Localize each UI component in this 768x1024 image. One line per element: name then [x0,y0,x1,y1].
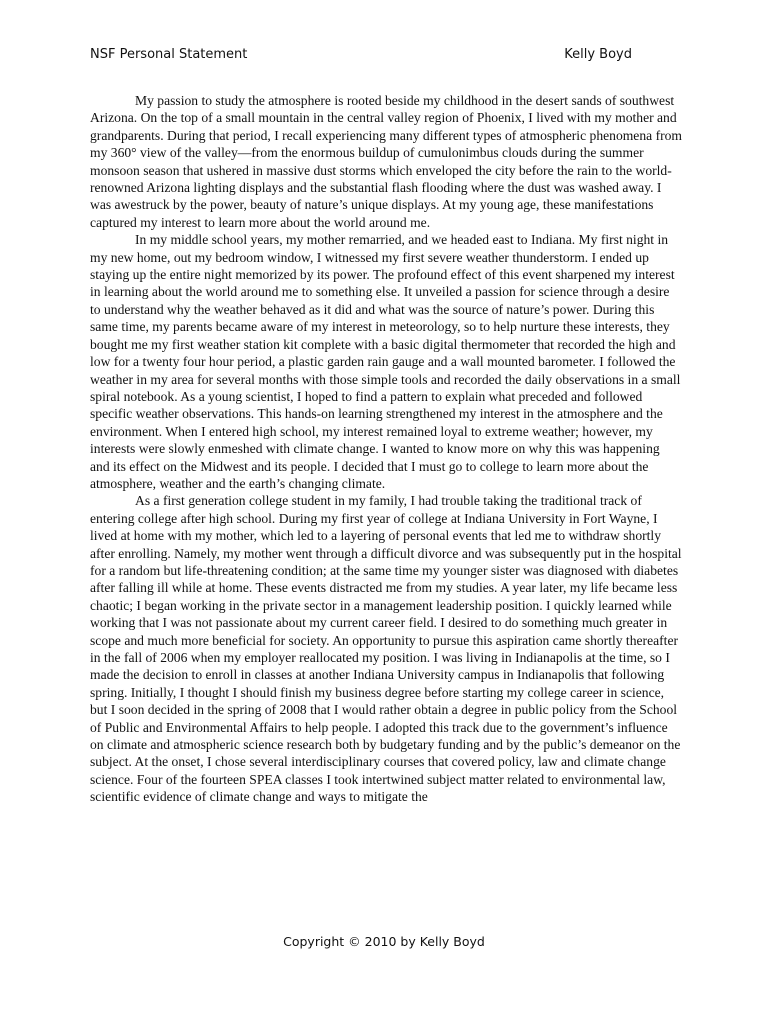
paragraph: In my middle school years, my mother remarried, and we headed east to Indiana. My first night in my new home, out my bedroom window, I witnessed my first severe weather thunderstorm. I ended up staying up the entire night memorized by its power. The profound effect of this event sharpened my interest in learning about the world around me to something else. It unveiled a passion for science through a desire to understand why the weather behaved as it did and what was the source of nature’s power. During this same time, my parents became aware of my interest in meteorology, so to help nurture these interests, they bought me my first weather station kit complete with a basic digital thermometer that recorded the high and low for a twenty four hour period, a plastic garden rain gauge and a wall mounted barometer. I followed the weather in my area for several months with those simple tools and recorded the daily observations in a small spiral notebook. As a young scientist, I hoped to find a pattern to explain what preceded and followed specific weather observations. This hands-on learning strengthened my interest in the atmosphere and the environment. When I entered high school, my interest remained loyal to extreme weather; however, my interests were slowly enmeshed with climate change. I wanted to know more on why this was happening and its effect on the Midwest and its people. I decided that I must go to college to learn more about the atmosphere, weather and the earth’s changing climate. [90,232,681,491]
paragraph: As a first generation college student in my family, I had trouble taking the traditional track of entering college after high school. During my first year of college at Indiana University in Fort Wayne, I lived at home with my mother, which led to a layering of personal events that led me to withdraw shortly after enrolling. Namely, my mother went through a difficult divorce and was subsequently put in the hospital for a random but life-threatening condition; at the same time my younger sister was diagnosed with diabetes after falling ill while at home. These events distracted me from my studies. A year later, my life became less chaotic; I began working in the private sector in a management leadership position. I quickly learned while working that I was not passionate about my current career field. I desired to do something much greater in scope and much more beneficial for society. An opportunity to pursue this aspiration came shortly thereafter in the fall of 2006 when my employer reallocated my position. I was living in Indianapolis at the time, so I made the decision to enroll in classes at another Indiana University campus in Indianapolis that following spring. Initially, I thought I should finish my business degree before starting my college career in science, but I soon decided in the spring of 2008 that I would rather obtain a degree in public policy from the School of Public and Environmental Affairs to help people. I adopted this track due to the government’s influence on climate and atmospheric science research both by budgetary funding and by the public’s demeanor on the subject. At the onset, I chose several interdisciplinary courses that covered policy, law and climate change science. Four of the fourteen SPEA classes I took intertwined subject matter related to environmental law, scientific evidence of climate change and ways to mitigate the [90,493,682,805]
statement-body [90,92,682,806]
copyright-footer: Copyright © 2010 by Kelly Boyd [283,934,485,949]
header-title: NSF Personal Statement [90,47,248,62]
header-author: Kelly Boyd [564,47,632,62]
page-header [90,47,632,62]
paragraph: My passion to study the atmosphere is rooted beside my childhood in the desert sands of southwest Arizona. On the top of a small mountain in the central valley region of Phoenix, I lived with my mother and grandparents. During that period, I recall experiencing many different types of atmospheric phenomena from my 360° view of the valley—from the enormous buildup of cumulonimbus clouds during the summer monsoon season that ushered in massive dust storms which enveloped the city before the rain to the world-renowned Arizona lighting displays and the substantial flash flooding where the dust was washed away. I was awestruck by the power, beauty of nature’s unique displays. At my young age, these manifestations captured my interest to learn more about the world around me. [90,93,682,230]
